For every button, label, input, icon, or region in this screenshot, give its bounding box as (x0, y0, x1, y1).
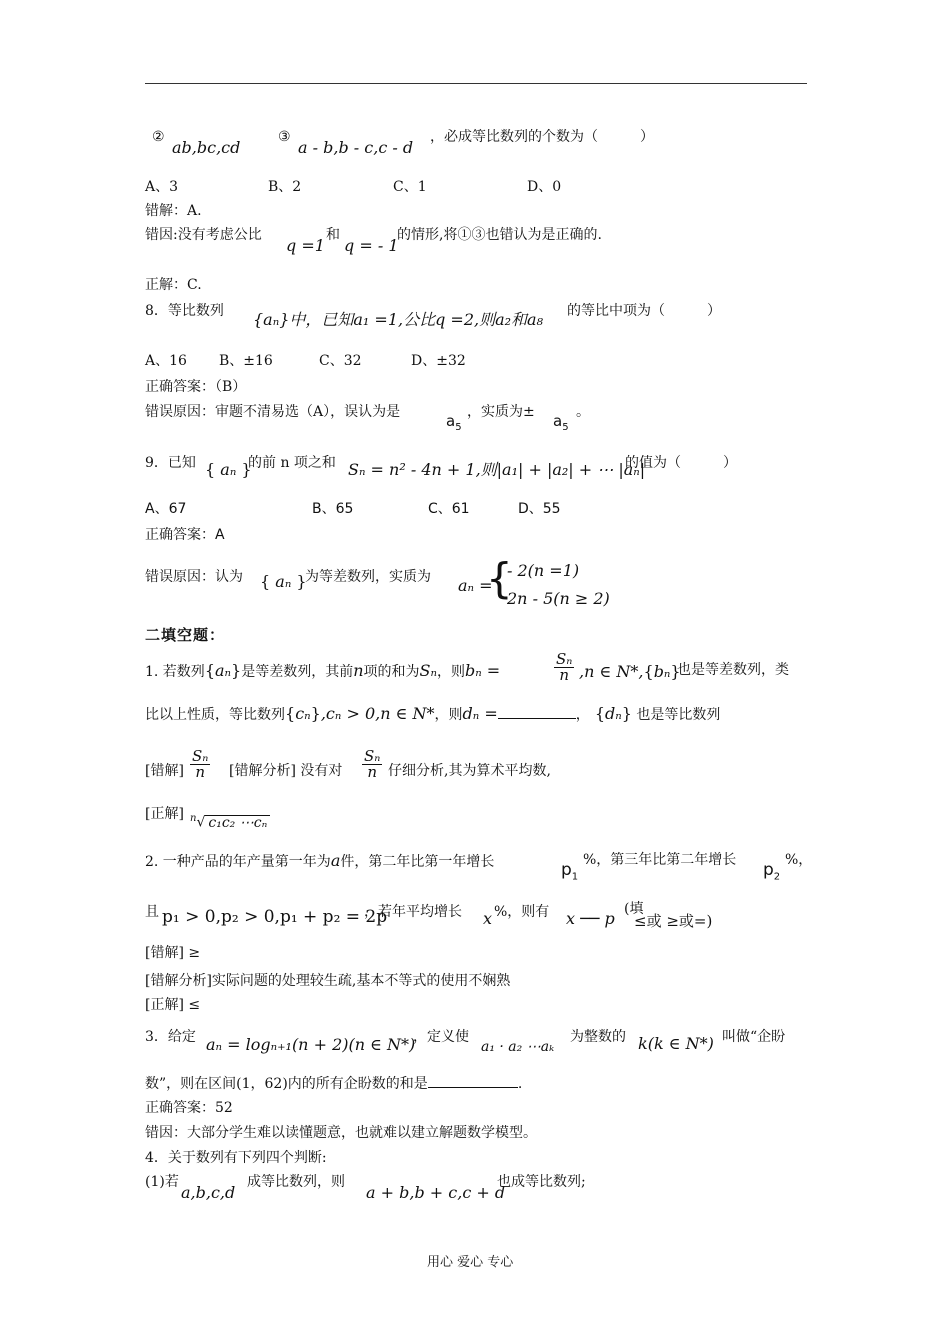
f2-p1: $p_1$ (561, 860, 579, 883)
f1-correct-root: $^n$√ c₁c₂ ⋯cₙ (190, 814, 270, 830)
q7-cause: 错因:没有考虑公比 (145, 227, 262, 243)
page-footer: 用心 爱心 专心 (427, 1255, 514, 1270)
q7-item3: ③ (278, 129, 291, 145)
q9-choice-b: B、65 (312, 501, 354, 517)
q9-answer: 正确答案：A (145, 527, 225, 543)
q8-reason-end: 。 (576, 404, 590, 420)
f3-line1-k: k(k ∈ N*) (638, 1034, 714, 1053)
f1-wrong-fraction: $\frac{\text{Sₙ}}{n}$ (192, 747, 209, 781)
q7-item2: ② (152, 129, 165, 145)
q7-cause-and: 和 (326, 227, 340, 243)
f3-line1-a: 3．给定 (145, 1029, 196, 1045)
f3-answer: 正确答案：52 (145, 1100, 233, 1116)
q9-seq: { aₙ } (205, 460, 252, 479)
f2-line2-fill: (填 (624, 901, 644, 917)
f4-line2-expr: a + b,b + c,c + d (366, 1183, 506, 1202)
f2-line2-b: ，若年平均增长 (364, 904, 462, 920)
q9-reason-mid: 为等差数列，实质为 (305, 569, 431, 585)
q7-choice-a: A、3 (145, 179, 179, 195)
f1-wrong-analysis: [错解分析] 没有对 (229, 763, 343, 779)
q7-cause-q1: q =1 (286, 236, 325, 255)
f3-line1-c: 为整数的 (570, 1029, 626, 1045)
header-rule (145, 83, 807, 84)
q7-item2-expr: ab,bc,cd (172, 138, 241, 157)
q7-correct: 正解：C. (145, 277, 202, 293)
q8-stem-suffix: 的等比中项为（ ） (567, 303, 721, 319)
f2-line2-x: x (483, 909, 493, 928)
f1-line1-e: ,n ∈ N*,{bₙ} (579, 662, 681, 681)
q9-stem-suffix: 的值为（ ） (625, 455, 737, 471)
q9-choice-a: A、67 (145, 501, 187, 517)
f2-wrong-analysis: [错解分析]实际问题的处理较生疏,基本不等式的使用不娴熟 (145, 973, 511, 989)
f2-wrong: [错解] ≥ (145, 945, 201, 961)
q7-cause-q2: q = - 1 (344, 236, 399, 255)
f1-line2: 比以上性质，等比数列{cₙ},cₙ > 0,n ∈ N*，则dₙ = ， {dₙ} 也是等比数列 (145, 704, 721, 723)
f1-line1-f: 也是等差数列，类 (677, 662, 789, 678)
q9-reason-seq: { aₙ } (260, 572, 307, 591)
q9-piece-lhs: aₙ = (458, 576, 493, 595)
q9-reason-prefix: 错误原因：认为 (145, 569, 243, 585)
q7-choice-b: B、2 (268, 179, 302, 195)
q7-choice-d: D、0 (527, 179, 562, 195)
f2-line1-c: %，第三年比第二年增长 (583, 852, 737, 868)
q8-choice-b: B、±16 (219, 353, 273, 369)
q8-reason: 错误原因：审题不清易选（A），误认为是 (145, 404, 401, 420)
q7-choice-c: C、1 (393, 179, 427, 195)
f1-correct-label: [正解] (145, 806, 184, 822)
q8-choice-a: A、16 (145, 353, 187, 369)
q9-stem-mid: 的前 n 项之和 (248, 455, 336, 471)
f2-line2-cond: p₁ > 0,p₂ > 0,p₁ + p₂ = 2p (162, 907, 388, 927)
q9-piece-1: - 2(n =1) (507, 561, 580, 580)
q7-wrong-answer: 错解：A. (145, 203, 202, 219)
f4-line2-b: 成等比数列，则 (247, 1174, 345, 1190)
f1-fraction: $\frac{\text{Sₙ}}{n}$ (556, 650, 573, 684)
f3-cause: 错因：大部分学生难以读懂题意，也就难以建立解题数学模型。 (145, 1125, 537, 1141)
f1-wrong-analysis-fraction: $\frac{\text{Sₙ}}{n}$ (364, 747, 381, 781)
q8-stem-math: {aₙ}中，已知a₁ =1,公比q =2,则a₂和a₈ (253, 310, 544, 329)
q8-choice-d: D、±32 (411, 353, 466, 369)
f1-wrong-analysis-b: 仔细分析,其为算术平均数, (388, 763, 551, 779)
f3-line1-b: ，定义使 (413, 1029, 469, 1045)
q9-choice-d: D、55 (518, 501, 561, 517)
f2-line2-a: 且 (145, 904, 159, 920)
f2-line1-d: %， (785, 852, 813, 868)
f2-correct: [正解] ≤ (145, 997, 201, 1013)
q7-item3-expr: a - b,b - c,c - d (298, 138, 414, 157)
f3-line2: 数”，则在区间(1，62)内的所有企盼数的和是 . (145, 1076, 523, 1092)
q9-choice-c: C、61 (428, 501, 470, 517)
f4-line2-c: 也成等比数列; (497, 1174, 586, 1190)
f2-line1: 2. 一种产品的年产量第一年为a件，第二年比第一年增长 (145, 851, 495, 870)
section-title: 二填空题： (145, 626, 226, 644)
q8-choice-c: C、32 (319, 353, 362, 369)
f3-line1-def: aₙ = logₙ₊₁(n + 2)(n ∈ N*) (206, 1035, 416, 1054)
q7-stem: ，必成等比数列的个数为（ ） (430, 129, 654, 145)
f2-line2-c: %，则有 (494, 904, 550, 920)
q9-piece-2: 2n - 5(n ≥ 2) (507, 589, 610, 608)
f4-line2-abcd: a,b,c,d (181, 1183, 236, 1202)
f3-blank (428, 1075, 518, 1088)
q8-reason-mid: ，实质为± (467, 404, 535, 420)
q7-cause-suffix: 的情形,将①③也错认为是正确的. (397, 227, 602, 243)
f2-line2-opts: ≤或 ≥或=) (634, 912, 713, 930)
f3-line1-d: 叫做“企盼 (722, 1029, 786, 1045)
q9-stem-prefix: 9．已知 (145, 455, 196, 471)
f4-line1: 4．关于数列有下列四个判断: (145, 1150, 327, 1166)
f1-wrong-label: [错解] (145, 763, 184, 779)
f2-line2-rel: x ── p (566, 909, 615, 928)
q8-reason-a5-1: $a_5$ (446, 412, 462, 433)
q8-stem-prefix: 8．等比数列 (145, 303, 224, 319)
q9-piece-brace: { (486, 554, 513, 603)
f2-p2: $p_2$ (763, 860, 781, 883)
f1-blank (498, 706, 576, 719)
f3-line1-prod: a₁ · a₂ ⋯aₖ (481, 1039, 555, 1055)
q8-reason-a5-2: $a_5$ (553, 412, 569, 433)
q9-formula: Sₙ = n² - 4n + 1,则|a₁| + |a₂| + ⋯ |aₙ| (348, 460, 646, 479)
q8-answer: 正确答案：（B） (145, 379, 247, 395)
f4-line2-a: (1)若 (145, 1174, 179, 1190)
f1-line1: 1. 若数列{aₙ}是等差数列，其前n项的和为Sₙ，则bₙ = (145, 661, 501, 680)
